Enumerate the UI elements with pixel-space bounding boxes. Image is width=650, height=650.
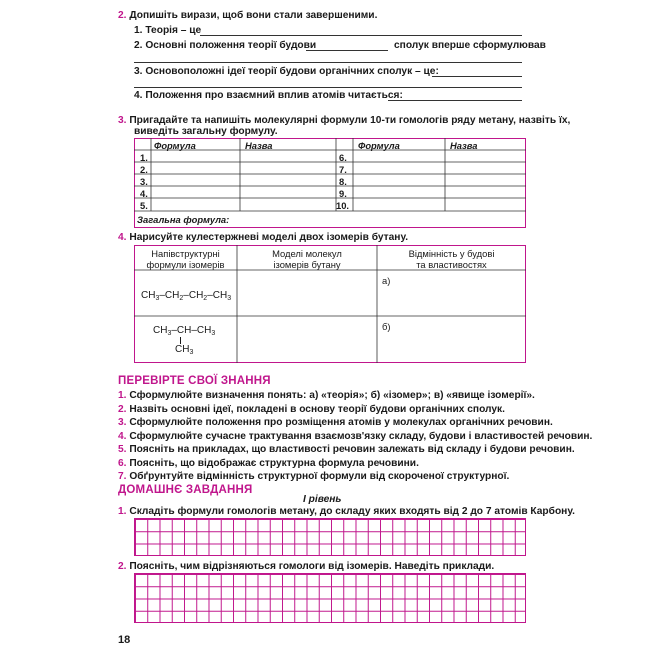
check-item-4: 4. Сформулюйте сучасне трактування взаємозв'язку складу, будови і властивостей речовин. — [118, 431, 593, 442]
check-section-title: ПЕРЕВІРТЕ СВОЇ ЗНАННЯ — [118, 375, 271, 387]
col-header-formula-left: Формула — [154, 140, 196, 151]
isomers-col1-header: Напівструктурні формули ізомерів — [146, 248, 225, 270]
check-item-6: 6. Поясніть, що відображає структурна формула речовини. — [118, 458, 419, 469]
row-number: 3. — [140, 176, 148, 187]
answer-grid-2[interactable] — [134, 573, 526, 623]
task2-item-2-tail: сполук вперше сформулював — [394, 40, 546, 51]
check-item-1: 1. Сформулюйте визначення понять: а) «теорія»; б) «ізомер»; в) «явище ізомерії». — [118, 390, 535, 401]
answer-line[interactable] — [134, 87, 522, 88]
isobutane-formula-branch: $CH_3$ — [175, 344, 194, 356]
task2-item-1: 1. Теорія – це — [134, 25, 202, 36]
task2-number: 2. — [118, 10, 127, 21]
row-number: 6. — [339, 152, 347, 163]
isomers-col2-header: Моделі молекул ізомерів бутану — [272, 248, 342, 270]
row-number: 7. — [339, 164, 347, 175]
row-number: 1. — [140, 152, 148, 163]
col-header-name-left: Назва — [245, 140, 273, 151]
homework-item-1: 1. Складіть формули гомологів метану, до складу яких входять від 2 до 7 атомів Карбону. — [118, 506, 575, 517]
answer-line[interactable] — [306, 50, 388, 51]
row-number: 8. — [339, 176, 347, 187]
check-item-7: 7. Обґрунтуйте відмінність структурної формули від скороченої структурної. — [118, 471, 510, 482]
row-number: 4. — [140, 188, 148, 199]
task4-heading: 4. Нарисуйте кулестержневі моделі двох ізомерів бутану. — [118, 232, 409, 243]
task2-item-3: 3. Основоположні ідеї теорії будови органічних сполук – це: — [134, 66, 439, 77]
answer-line[interactable] — [134, 62, 522, 63]
isobutane-bond — [180, 337, 181, 344]
task2-heading — [118, 10, 377, 21]
row-number: 5. — [140, 200, 148, 211]
homework-item-2: 2. Поясніть, чим відрізняються гомологи від ізомерів. Наведіть приклади. — [118, 561, 495, 572]
task2-item-2: 2. Основні положення теорії будови — [134, 40, 317, 51]
row-number: 10. — [336, 200, 350, 211]
col-header-name-right: Назва — [450, 140, 478, 151]
answer-grid-1[interactable] — [134, 518, 526, 556]
task3-heading-line2: виведіть загальну формулу. — [134, 126, 278, 137]
task2-item-4: 4. Положення про взаємний вплив атомів читається: — [134, 90, 403, 101]
isomers-col3-header: Відмінність у будові та властивостях — [408, 248, 495, 270]
n-butane-formula: $CH_3-CH_2-CH_2-CH_3$ — [141, 290, 232, 302]
row-label-a: а) — [382, 275, 391, 286]
general-formula-label: Загальна формула: — [137, 214, 230, 225]
check-item-5: 5. Поясніть на прикладах, що властивості речовин залежать від складу і будови речовин. — [118, 444, 575, 455]
row-number: 2. — [140, 164, 148, 175]
page-number: 18 — [118, 634, 131, 646]
homework-level: І рівень — [303, 494, 342, 505]
answer-line[interactable] — [200, 35, 522, 36]
check-item-2: 2. Назвіть основні ідеї, покладені в основу теорії будови органічних сполук. — [118, 404, 505, 415]
task2-title: Допишіть вирази, щоб вони стали завершеними. — [129, 10, 378, 21]
row-label-b: б) — [382, 321, 391, 332]
col-header-formula-right: Формула — [358, 140, 400, 151]
homework-section-title: ДОМАШНЄ ЗАВДАННЯ — [118, 484, 253, 496]
check-item-3: 3. Сформулюйте положення про розміщення атомів у молекулах органічних речовин. — [118, 417, 553, 428]
isobutane-formula-main: $CH_3-CH-CH_3$ — [153, 325, 216, 337]
task3-heading: 3. Пригадайте та напишіть молекулярні формули 10-ти гомологів ряду метану, назвіть їх, — [118, 115, 571, 126]
answer-line[interactable] — [432, 76, 522, 77]
row-number: 9. — [339, 188, 347, 199]
answer-line[interactable] — [388, 100, 522, 101]
